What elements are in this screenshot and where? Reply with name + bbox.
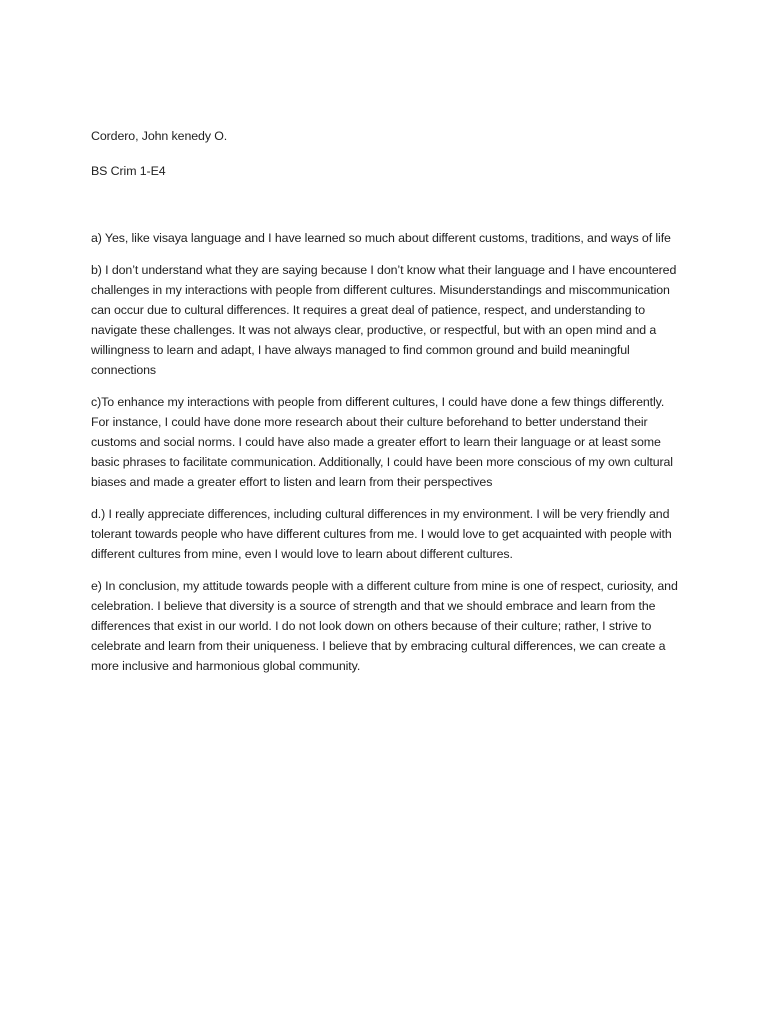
answer-c: c)To enhance my interactions with people from different cultures, I could have done a few things differently. For instance, I could have done more research about their culture beforehand to better understand their customs and social norms. I could have also made a greater effort to learn their language or at least some basic phrases to facilitate communication. Additionally, I could have been more conscious of my own cultural biases and made a greater effort to listen and learn from their perspectives	[91, 395, 673, 489]
class-section: BS Crim 1-E4	[91, 164, 166, 178]
document-body	[91, 126, 681, 688]
student-name: Cordero, John kenedy O.	[91, 129, 228, 143]
answer-a: a) Yes, like visaya language and I have learned so much about different customs, traditions, and ways of life	[91, 231, 671, 245]
answer-e: e) In conclusion, my attitude towards people with a different culture from mine is one of respect, curiosity, and celebration. I believe that diversity is a source of strength and that we should embrace and learn from the differences that exist in our world. I do not look down on others because of their culture; rather, I strive to celebrate and learn from their uniqueness. I believe that by embracing cultural differences, we can create a more inclusive and harmonious global community.	[91, 579, 678, 673]
answer-b: b) I don’t understand what they are saying because I don’t know what their language and I have encountered challenges in my interactions with people from different cultures. Misunderstandings and miscommunication can occur due to cultural differences. It requires a great deal of patience, respect, and understanding to navigate these challenges. It was not always clear, productive, or respectful, but with an open mind and a willingness to learn and adapt, I have always managed to find common ground and build meaningful connections	[91, 263, 677, 377]
answers-section	[91, 228, 681, 676]
answer-d: d.) I really appreciate differences, including cultural differences in my environment. I will be very friendly and tolerant towards people who have different cultures from me. I would love to get acquainted with people with different cultures from mine, even I would love to learn about different cultures.	[91, 507, 672, 561]
